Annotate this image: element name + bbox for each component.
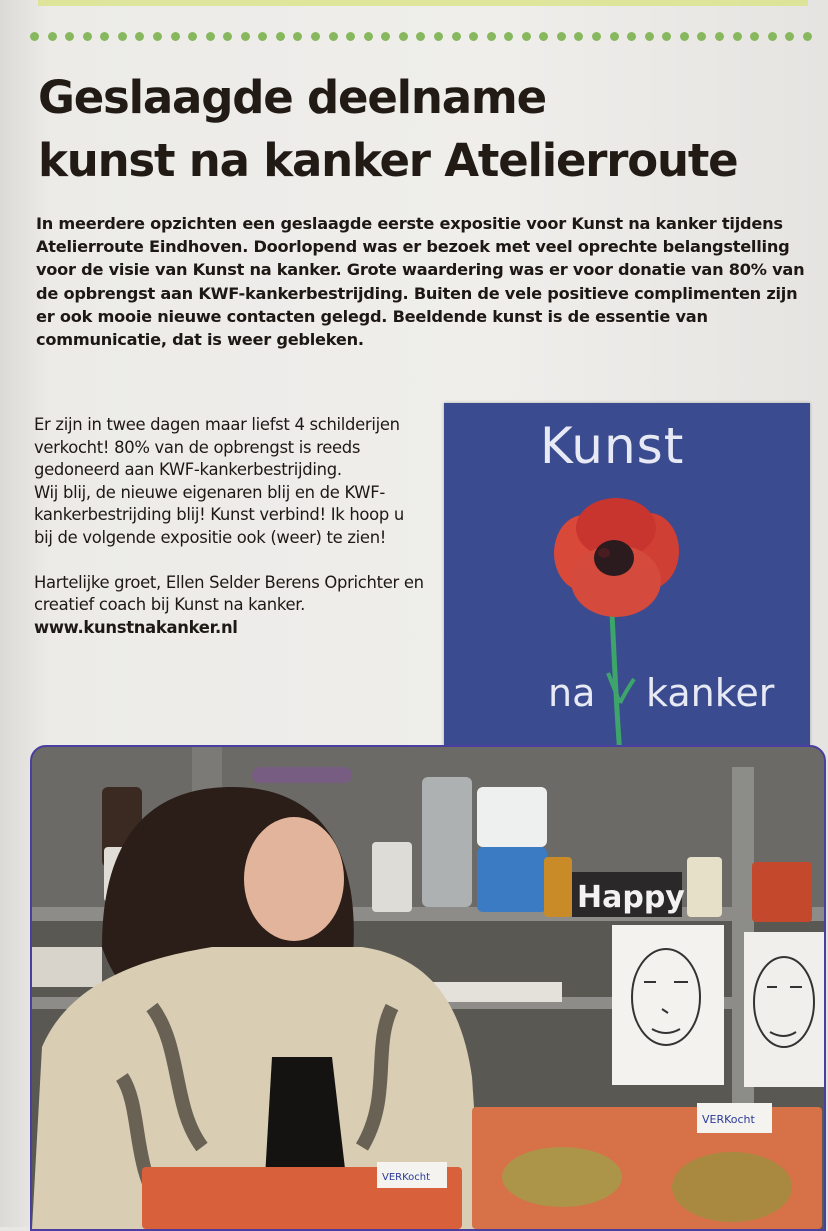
divider-dot bbox=[539, 32, 548, 41]
article-paragraph: Wij blij, de nieuwe eigenaren blij en de KWF-kankerbestrijding blij! Kunst verbind! Ik hoop u bij de volgende expositie ook (weer) te zien! bbox=[34, 482, 404, 547]
divider-dot bbox=[434, 32, 443, 41]
divider-dot bbox=[452, 32, 461, 41]
divider-dot bbox=[346, 32, 355, 41]
article-title bbox=[38, 66, 798, 192]
divider-dot bbox=[48, 32, 57, 41]
article-signature bbox=[34, 572, 426, 640]
article-body bbox=[34, 414, 426, 661]
divider-dot bbox=[100, 32, 109, 41]
divider-dot bbox=[188, 32, 197, 41]
top-color-band bbox=[38, 0, 808, 6]
divider-dot bbox=[364, 32, 373, 41]
divider-dot bbox=[768, 32, 777, 41]
divider-dot bbox=[557, 32, 566, 41]
divider-dot bbox=[574, 32, 583, 41]
divider-dot bbox=[469, 32, 478, 41]
divider-dot bbox=[785, 32, 794, 41]
divider-dot bbox=[311, 32, 320, 41]
website-link[interactable]: www.kunstnakanker.nl bbox=[34, 617, 238, 637]
divider-dot bbox=[680, 32, 689, 41]
title-line-2: kunst na kanker Atelierroute bbox=[38, 134, 738, 187]
artist-with-paintings-photo bbox=[32, 747, 824, 1229]
divider-dot bbox=[83, 32, 92, 41]
artist-face bbox=[244, 817, 344, 941]
divider-dot bbox=[206, 32, 215, 41]
divider-dot bbox=[223, 32, 232, 41]
logo-word-kunst: Kunst bbox=[540, 417, 685, 475]
divider-dot bbox=[750, 32, 759, 41]
divider-dot bbox=[504, 32, 513, 41]
signature-text: Hartelijke groet, Ellen Selder Berens Oprichter en creatief coach bij Kunst na kanker. bbox=[34, 572, 424, 615]
divider-dot bbox=[487, 32, 496, 41]
divider-dot bbox=[522, 32, 531, 41]
divider-dot bbox=[381, 32, 390, 41]
divider-dot bbox=[627, 32, 636, 41]
divider-dot bbox=[153, 32, 162, 41]
divider-dot bbox=[697, 32, 706, 41]
logo-word-kanker: kanker bbox=[646, 671, 775, 715]
article-intro: In meerdere opzichten een geslaagde eerste expositie voor Kunst na kanker tijdens Atelierroute Eindhoven. Doorlopend was er bezoek met veel oprechte belangstelling voor de visie van Kunst na kanker. Grote waardering was er voor donatie van 80% van de opbrengst aan KWF-kankerbestrijding. Buiten de vele positieve complimenten zijn er ook mooie nieuwe contacten gelegd. Beeldende kunst is de essentie van communicatie, dat is weer gebleken. bbox=[36, 214, 805, 350]
divider-dot bbox=[662, 32, 671, 41]
face-drawing bbox=[744, 932, 824, 1087]
dotted-divider bbox=[30, 30, 812, 42]
divider-dot bbox=[65, 32, 74, 41]
logo-word-na: na bbox=[548, 671, 596, 715]
divider-dot bbox=[171, 32, 180, 41]
divider-dot bbox=[276, 32, 285, 41]
divider-dot bbox=[610, 32, 619, 41]
divider-dot bbox=[135, 32, 144, 41]
happy-sign: Happy bbox=[577, 880, 685, 915]
divider-dot bbox=[715, 32, 724, 41]
article-paragraph: Er zijn in twee dagen maar liefst 4 schilderijen verkocht! 80% van de opbrengst is reeds gedoneerd aan KWF-kankerbestrijding. bbox=[34, 415, 400, 480]
divider-dot bbox=[30, 32, 39, 41]
article-photo bbox=[30, 745, 826, 1231]
sold-label-right: VERKocht bbox=[702, 1113, 755, 1126]
divider-dot bbox=[118, 32, 127, 41]
divider-dot bbox=[258, 32, 267, 41]
title-line-1: Geslaagde deelname bbox=[38, 71, 546, 124]
divider-dot bbox=[645, 32, 654, 41]
divider-dot bbox=[399, 32, 408, 41]
divider-dot bbox=[803, 32, 812, 41]
divider-dot bbox=[733, 32, 742, 41]
kunst-na-kanker-logo bbox=[444, 403, 810, 761]
sold-label-left: VERKocht bbox=[382, 1172, 431, 1183]
divider-dot bbox=[293, 32, 302, 41]
divider-dot bbox=[416, 32, 425, 41]
divider-dot bbox=[241, 32, 250, 41]
divider-dot bbox=[329, 32, 338, 41]
divider-dot bbox=[592, 32, 601, 41]
